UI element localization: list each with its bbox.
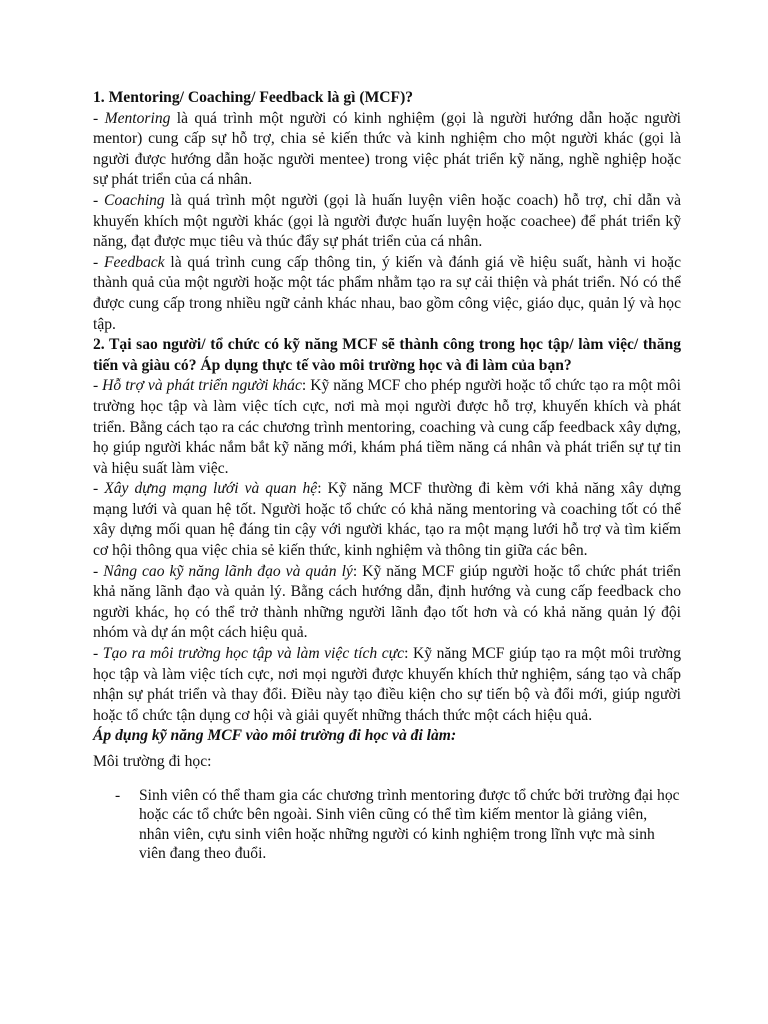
definition-coaching: là quá trình một người (gọi là huấn luyện viên hoặc coach) hỗ trợ, chỉ dẫn và khuyến khích một người khác (gọi là người được huấn luyện hoặc coachee) để phát triển kỹ năng, đạt được mục tiêu và thúc đẩy sự phát triển của cá nhân.: [93, 191, 681, 251]
dash: -: [93, 480, 105, 498]
list-item: [93, 786, 681, 864]
document-page: [93, 88, 681, 864]
paragraph-reason-leadership: [93, 562, 681, 644]
school-environment-label: Môi trường đi học:: [93, 753, 212, 770]
reason-body: : Kỹ năng MCF cho phép người hoặc tổ chức tạo ra một môi trường học tập và làm việc tích cực, nơi mà mọi người được hỗ trợ, khuyến khích và phát triển. Bằng cách tạo ra các chương trình mentoring, coaching và cung cấp feedback xây dựng, họ giúp người khác nắm bắt kỹ năng mới, khám phá tiềm năng cá nhân và phát triển sự tự tin và hiệu suất làm việc.: [93, 377, 681, 477]
dash: -: [93, 645, 103, 663]
definition-mentoring: là quá trình một người có kinh nghiệm (gọi là người hướng dẫn hoặc người mentor) cung cấp sự hỗ trợ, chia sẻ kiến thức và kinh nghiệm cho một người khác (gọi là người được hướng dẫn hoặc người mentee) trong việc phát triển kỹ năng, nghề nghiệp hoặc sự phát triển của cá nhân.: [93, 109, 681, 189]
heading-apply-mcf: Áp dụng kỹ năng MCF vào môi trường đi học và đi làm:: [93, 727, 457, 745]
definition-feedback: là quá trình cung cấp thông tin, ý kiến và đánh giá về hiệu suất, hành vi hoặc thành quả của một người hoặc một tác phẩm nhằm tạo ra sự cải thiện và phát triển. Nó có thể được cung cấp trong nhiều ngữ cảnh khác nhau, bao gồm công việc, giáo dục, quản lý và học tập.: [93, 253, 681, 333]
bullet-text: Sinh viên có thể tham gia các chương trình mentoring được tổ chức bởi trường đại học hoặc các tổ chức bên ngoài. Sinh viên cũng có thể tìm kiếm mentor là giảng viên, nhân viên, cựu sinh viên hoặc những người có kinh nghiệm trong lĩnh vực mà sinh viên đang theo đuổi.: [139, 786, 680, 863]
reason-term: Tạo ra môi trường học tập và làm việc tích cực: [102, 645, 405, 663]
reason-term: Xây dựng mạng lưới và quan hệ: [104, 480, 318, 498]
dash: -: [93, 377, 103, 395]
term-feedback: Feedback: [103, 253, 165, 271]
heading-what-is-mcf: 1. Mentoring/ Coaching/ Feedback là gì (MCF)?: [93, 89, 414, 106]
dash: -: [93, 109, 105, 127]
paragraph-reason-support: [93, 376, 681, 479]
reason-body: : Kỹ năng MCF thường đi kèm với khả năng xây dựng mạng lưới và quan hệ tốt. Người hoặc tổ chức có khả năng mentoring và coaching tốt có thể xây dựng mối quan hệ đáng tin cậy với người khác, tạo ra một mạng lưới hỗ trợ và tìm kiếm cơ hội thông qua việc chia sẻ kiến thức, kinh nghiệm và thông tin giữa các bên.: [93, 480, 682, 560]
paragraph-coaching: [93, 191, 681, 253]
reason-body: : Kỹ năng MCF giúp người hoặc tổ chức phát triển khả năng lãnh đạo và quản lý. Bằng cách hướng dẫn, định hướng và cung cấp feedback cho người khác, họ có thể trở thành những người lãnh đạo tốt hơn và có khả năng quản lý đội nhóm và dự án một cách hiệu quả.: [93, 562, 681, 642]
heading-why-mcf-succeeds: 2. Tại sao người/ tổ chức có kỹ năng MCF sẽ thành công trong học tập/ làm việc/ thăng tiến và giàu có? Áp dụng thực tế vào môi trường học và đi làm của bạn?: [93, 336, 681, 374]
paragraph-feedback: [93, 253, 681, 335]
bullet-dash: -: [115, 786, 121, 804]
reason-term: Hỗ trợ và phát triển người khác: [102, 377, 302, 395]
paragraph-reason-environment: [93, 644, 681, 726]
bullet-list: [93, 786, 681, 864]
term-mentoring: Mentoring: [104, 109, 171, 127]
dash: -: [93, 562, 104, 580]
paragraph-reason-network: [93, 479, 681, 561]
term-coaching: Coaching: [104, 191, 165, 209]
reason-term: Nâng cao kỹ năng lãnh đạo và quản lý: [103, 562, 353, 580]
reason-body: : Kỹ năng MCF giúp tạo ra một môi trường học tập và làm việc tích cực, nơi mọi người được khuyến khích thử nghiệm, sáng tạo và chấp nhận sự phát triển và thay đổi. Điều này tạo điều kiện cho sự tiến bộ và đổi mới, giúp người hoặc tổ chức tận dụng cơ hội và giải quyết những thách thức một cách hiệu quả.: [93, 645, 681, 724]
dash: -: [93, 191, 105, 209]
dash: -: [93, 253, 104, 271]
paragraph-mentoring: [93, 109, 681, 191]
